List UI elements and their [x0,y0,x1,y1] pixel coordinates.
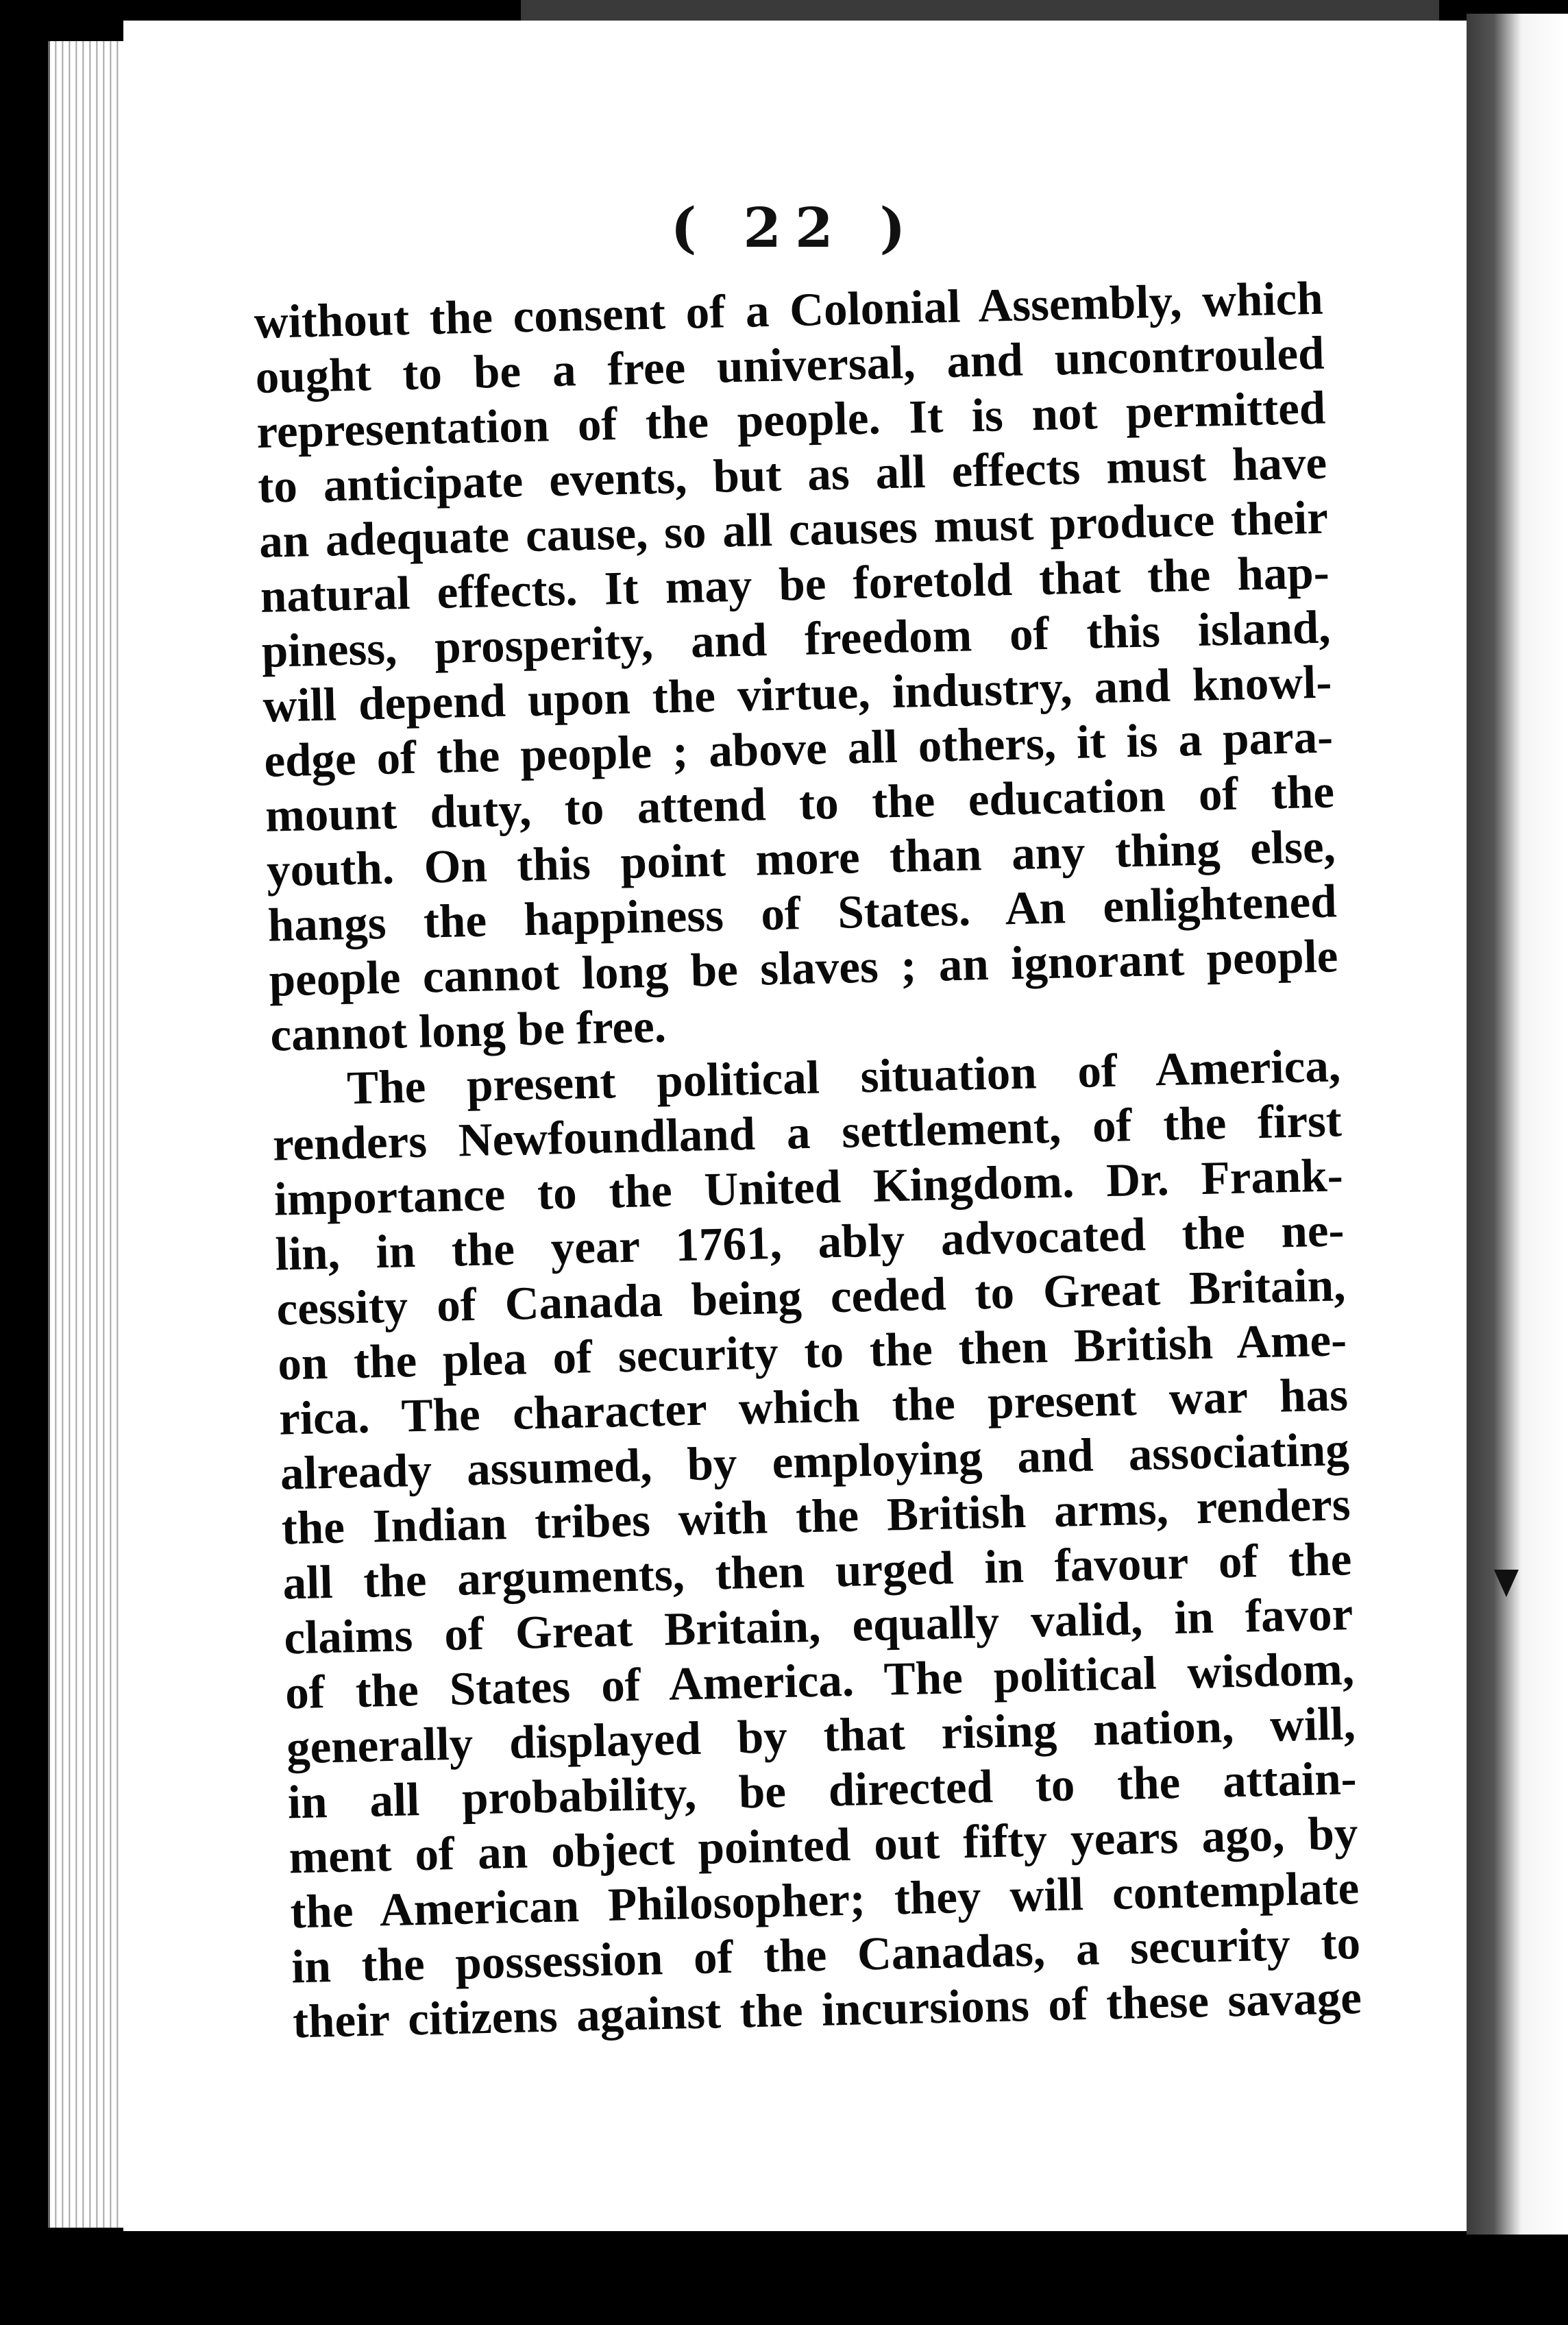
text-line: mount duty, to attend to the education of the [265,765,1335,842]
text-line: lin, in the year 1761, ably advocated the ne- [274,1204,1345,1280]
text-line: claims of Great Britain, equally valid, in favor [283,1587,1353,1664]
text-line: in all probability, be directed to the attain- [287,1752,1358,1829]
text-line: their citizens against the incursions of these savage [292,1971,1362,2048]
text-line: already assumed, by employing and associating [280,1423,1350,1500]
text-line: the Indian tribes with the British arms, renders [280,1478,1351,1555]
text-line: importance to the United Kingdom. Dr. Frank- [273,1149,1344,1226]
text-line: rica. The character which the present war has [278,1368,1349,1445]
text-line: natural effects. It may be foretold that the hap- [260,546,1330,622]
text-line: cessity of Canada being ceded to Great Britain, [275,1258,1347,1335]
text-line: in the possession of the Canadas, a security to [291,1916,1361,1993]
body-text [254,271,1362,2049]
book-gutter [1467,14,1568,2235]
text-line: youth. On this point more than any thing else, [266,820,1336,897]
text-line: edge of the people ; above all others, it is a para- [263,710,1334,787]
text-line: The present political situation of America, [346,1039,1341,1115]
scanner-top-edge [521,0,1439,21]
text-line: cannot long be free. [269,999,667,1061]
text-line: ment of an object pointed out fifty years ago, by [288,1807,1359,1884]
gutter-marker-icon [1494,1570,1519,1597]
text-line: of the States of America. The political wisdom, [284,1642,1355,1719]
text-line: generally displayed by that rising nation, will, [286,1697,1356,1774]
text-line: will depend upon the virtue, industry, and knowl- [262,655,1333,732]
text-line: an adequate cause, so all causes must produce their [258,491,1329,568]
text-line: representation of the people. It is not permitted [256,381,1326,458]
text-line: renders Newfoundland a settlement, of the first [272,1094,1343,1171]
page-number: ( 22 ) [670,195,920,260]
text-line: to anticipate events, but as all effects must have [257,436,1327,513]
text-line: hangs the happiness of States. An enlightened [267,875,1338,951]
text-line: people cannot long be slaves ; an ignorant people [268,929,1339,1006]
text-line: without the consent of a Colonial Assembly, which [254,271,1324,348]
text-line: the American Philosopher; they will contemplate [289,1862,1360,1938]
text-line: on the plea of security to the then British Ame- [277,1313,1347,1390]
text-line: all the arguments, then urged in favour of the [282,1533,1353,1609]
text-line: piness, prosperity, and freedom of this island, [260,600,1332,677]
text-line: ought to be a free universal, and uncontrouled [254,326,1325,403]
